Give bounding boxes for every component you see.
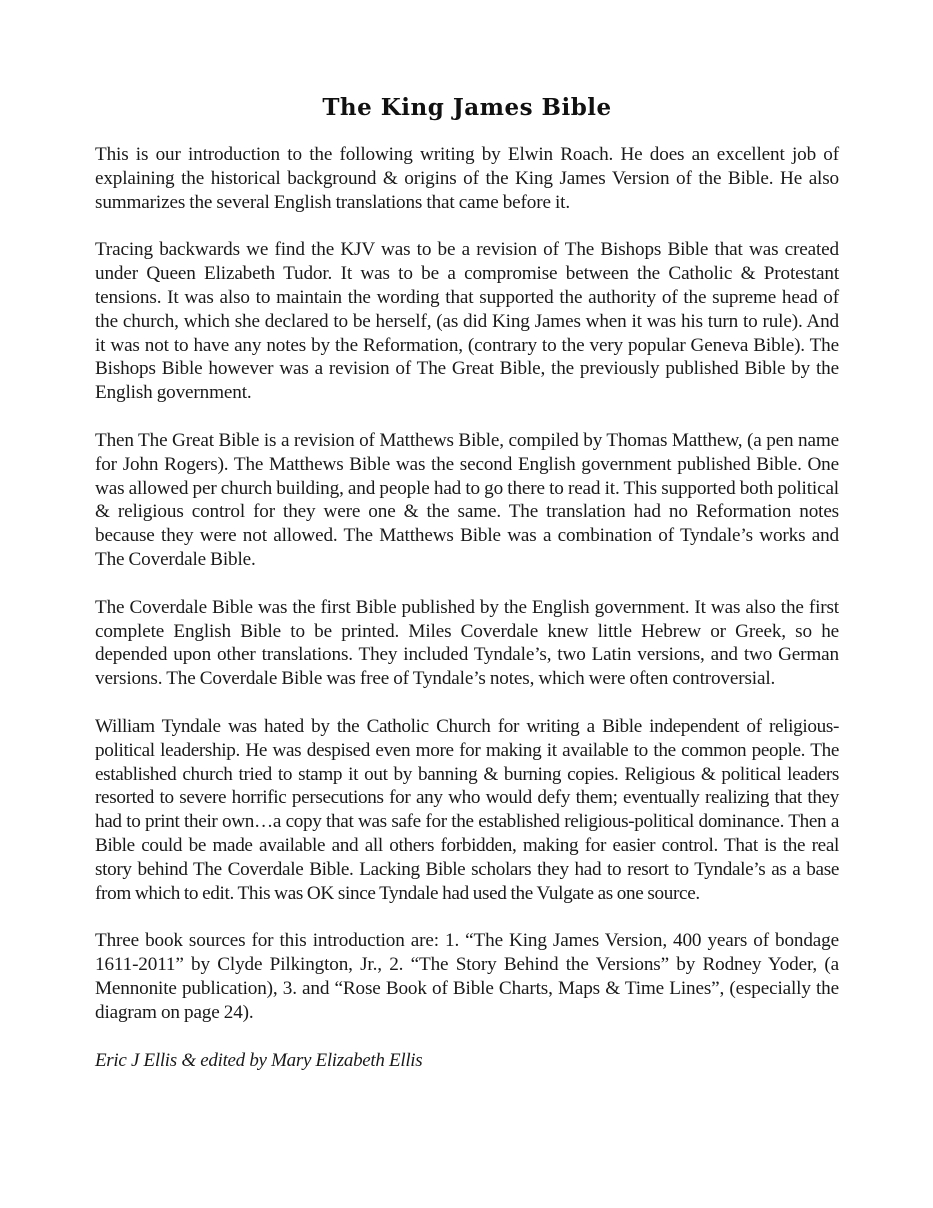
document-title: The King James Bible: [322, 94, 612, 121]
paragraph-coverdale-bible: The Coverdale Bible was the first Bible published by the English government. It was also the first complete English Bible to be printed. Miles Coverdale knew little Hebrew or Greek, so he depended upon other translations. They included Tyndale’s, two Latin versions, and two German versions. The Coverdale Bible was free of Tyndale’s notes, which were often controversial.: [95, 596, 839, 690]
paragraph-introduction: This is our introduction to the following writing by Elwin Roach. He does an excellent job of explaining the historical background & origins of the King James Version of the Bible. He also summarizes the several English translations that came before it.: [95, 144, 839, 213]
author-signature: Eric J Ellis & edited by Mary Elizabeth Ellis: [95, 1049, 423, 1071]
paragraph-sources: Three book sources for this introduction are: 1. “The King James Version, 400 years of bondage 1611-2011” by Clyde Pilkington, Jr., 2. “The Story Behind the Versions” by Rodney Yoder, (a Mennonite publication), 3. and “Rose Book of Bible Charts, Maps & Time Lines”, (especially the diagram on page 24).: [95, 930, 839, 1023]
paragraph-tyndale: William Tyndale was hated by the Catholic Church for writing a Bible independent of religious-political leadership. He was despised even more for making it available to the common people. The established church tried to stamp it out by banning & burning copies. Religious & political leaders resorted to severe horrific persecutions for any who would defy them; eventually realizing that they had to print their own…a copy that was safe for the established religious-political dominance. Then a Bible could be made available and all others forbidden, making for easier control. That is the real story behind The Coverdale Bible. Lacking Bible scholars they had to resort to Tyndale’s as a base from which to edit. This was OK since Tyndale had used the Vulgate as one source.: [95, 715, 839, 904]
document-page: [95, 92, 839, 1073]
paragraph-great-bible: Then The Great Bible is a revision of Matthews Bible, compiled by Thomas Matthew, (a pen name for John Rogers). The Matthews Bible was the second English government published Bible. One was allowed per church building, and people had to go there to read it. This supported both political & religious control for they were one & the same. The translation had no Reformation notes because they were not allowed. The Matthews Bible was a combination of Tyndale’s works and The Coverdale Bible.: [95, 429, 839, 570]
paragraph-bishops-bible: Tracing backwards we find the KJV was to be a revision of The Bishops Bible that was created under Queen Elizabeth Tudor. It was to be a compromise between the Catholic & Protestant tensions. It was also to maintain the wording that supported the authority of the supreme head of the church, which she declared to be herself, (as did King James when it was his turn to rule). And it was not to have any notes by the Reformation, (contrary to the very popular Geneva Bible). The Bishops Bible however was a revision of The Great Bible, the previously published Bible by the English government.: [95, 239, 839, 404]
